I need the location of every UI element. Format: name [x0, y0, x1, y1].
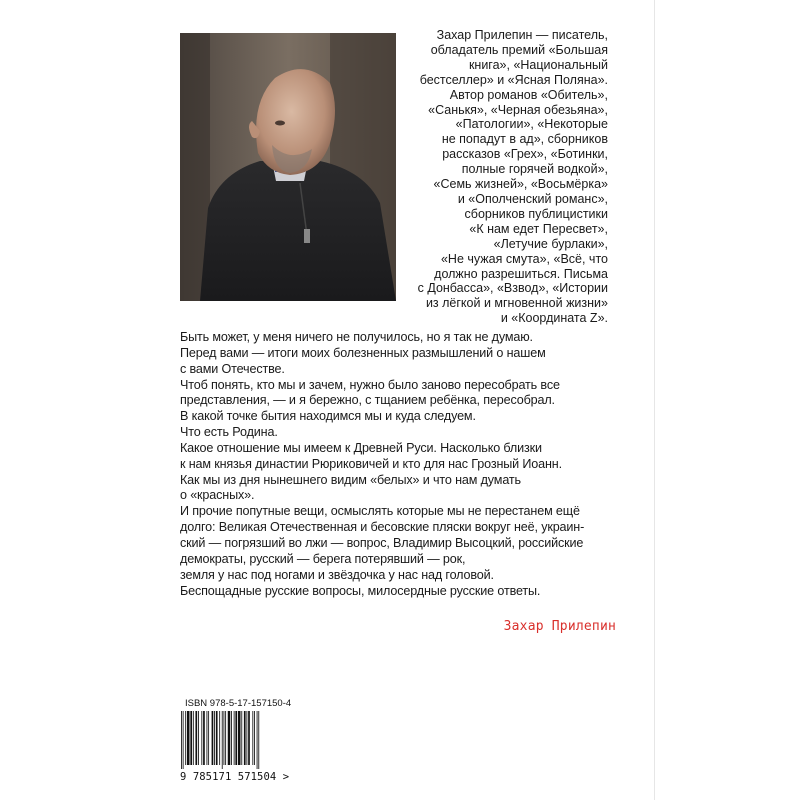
barcode-bar	[212, 711, 214, 765]
barcode-digits: 9 785171 571504 >	[180, 771, 290, 783]
bio-line: бестселлер» и «Ясная Поляна».	[419, 72, 608, 87]
annotation-line: Чтоб понять, кто мы и зачем, нужно было заново пересобрать все	[180, 377, 560, 392]
bio-line: «Летучие бурлаки»,	[493, 236, 608, 251]
bio-line: Автор романов «Обитель»,	[449, 87, 608, 102]
barcode-bars	[180, 711, 286, 769]
annotation-line: Что есть Родина.	[180, 425, 278, 440]
bio-line: обладатель премий «Большая	[430, 42, 608, 57]
annotation-line: Как мы из дня нынешнего видим «белых» и что нам думать	[180, 472, 521, 487]
barcode-bar	[248, 711, 250, 765]
bio-line: не попадут в ад», сборников	[441, 132, 608, 147]
barcode-bar	[228, 711, 231, 765]
barcode-bar	[225, 711, 226, 765]
isbn-label: ISBN 978-5-17-157150-4	[185, 698, 292, 709]
bio-line: и «Координата Z».	[500, 311, 608, 326]
annotation-line: Беспощадные русские вопросы, милосердные русские ответы.	[180, 583, 541, 598]
bio-line: должно разрешиться. Письма	[434, 266, 608, 281]
barcode-bar	[193, 711, 194, 765]
bio-line: книга», «Национальный	[468, 57, 608, 72]
bio-line: с Донбасса», «Взвод», «Истории	[417, 281, 608, 296]
barcode-bar	[231, 711, 232, 765]
barcode-bar	[234, 711, 235, 765]
barcode-bar	[195, 711, 197, 765]
author-photo	[180, 33, 396, 301]
annotation-line: И прочие попутные вещи, осмыслять которые мы не перестанем ещё	[180, 504, 580, 519]
barcode-bar	[258, 711, 259, 769]
annotation-line: демократы, русский — берега потерявший — рок,	[180, 551, 466, 566]
barcode-bar	[235, 711, 237, 765]
annotation-line: долго: Великая Отечественная и бесовские пляски вокруг неё, украин-	[180, 520, 585, 535]
cover-edge-line	[654, 0, 655, 800]
bio-line: «К нам едет Пересвет»,	[469, 221, 608, 236]
barcode-bar	[246, 711, 247, 765]
bio-line: «Патологии», «Некоторые	[455, 117, 608, 132]
bio-line: Захар Прилепин — писатель,	[436, 28, 608, 42]
barcode-bar	[222, 711, 223, 769]
bio-line: и «Ополченский романс»,	[457, 191, 608, 206]
author-bio	[408, 28, 608, 326]
bio-line: полные горячей водкой»,	[461, 162, 608, 177]
barcode-bar	[198, 711, 199, 765]
annotation-line: Какое отношение мы имеем к Древней Руси. Насколько близки	[180, 440, 542, 455]
barcode-bar	[257, 711, 258, 769]
bio-line: рассказов «Грех», «Ботинки,	[442, 147, 608, 162]
barcode-bar	[190, 711, 192, 765]
annotation-line: ский — погрязший во лжи — вопрос, Владимир Высоцкий, российские	[180, 535, 584, 550]
barcode-bar	[224, 711, 225, 765]
author-photo-image	[180, 33, 396, 301]
barcode-bar	[238, 711, 241, 765]
barcode-bar	[207, 711, 208, 765]
annotation-line: к нам князья династии Рюриковичей и кто для нас Грозный Иоанн.	[180, 456, 562, 471]
annotation-line: Быть может, у меня ничего не получилось, но я так не думаю.	[180, 330, 533, 344]
barcode-bar	[181, 711, 182, 769]
bio-line: «Семь жизней», «Восьмёрка»	[433, 177, 608, 192]
annotation-line: о «красных».	[180, 488, 255, 503]
barcode-bar	[208, 711, 209, 765]
bio-line: «Санькя», «Черная обезьяна»,	[428, 102, 608, 117]
barcode-bar	[244, 711, 246, 765]
annotation-line: с вами Отечестве.	[180, 361, 285, 376]
author-signature: Захар Прилепин	[503, 619, 616, 634]
annotation-line: представления, — и я бережно, с тщанием ребёнка, пересобрал.	[180, 393, 555, 408]
barcode-bar	[203, 711, 205, 765]
barcode-bar	[219, 711, 220, 765]
bio-line: из лёгкой и мгновенной жизни»	[425, 296, 608, 311]
barcode-bar	[241, 711, 242, 765]
barcode-bar	[187, 711, 190, 765]
barcode-bar	[252, 711, 253, 765]
barcode-bar	[201, 711, 202, 765]
barcode-bar	[183, 711, 184, 769]
barcode-bar	[214, 711, 215, 765]
barcode-bar	[185, 711, 186, 765]
annotation-line: земля у нас под ногами и звёздочка у нас над головой.	[180, 567, 494, 582]
annotation-line: В какой точке бытия находимся мы и куда следуем.	[180, 409, 476, 424]
annotation-text	[180, 330, 620, 599]
bio-line: сборников публицистики	[464, 206, 608, 221]
bio-line: «Не чужая смута», «Всё, что	[440, 251, 608, 266]
barcode-bar	[254, 711, 255, 765]
annotation-line: Перед вами — итоги моих болезненных размышлений о нашем	[180, 345, 546, 360]
barcode	[180, 711, 286, 769]
barcode-bar	[216, 711, 218, 765]
